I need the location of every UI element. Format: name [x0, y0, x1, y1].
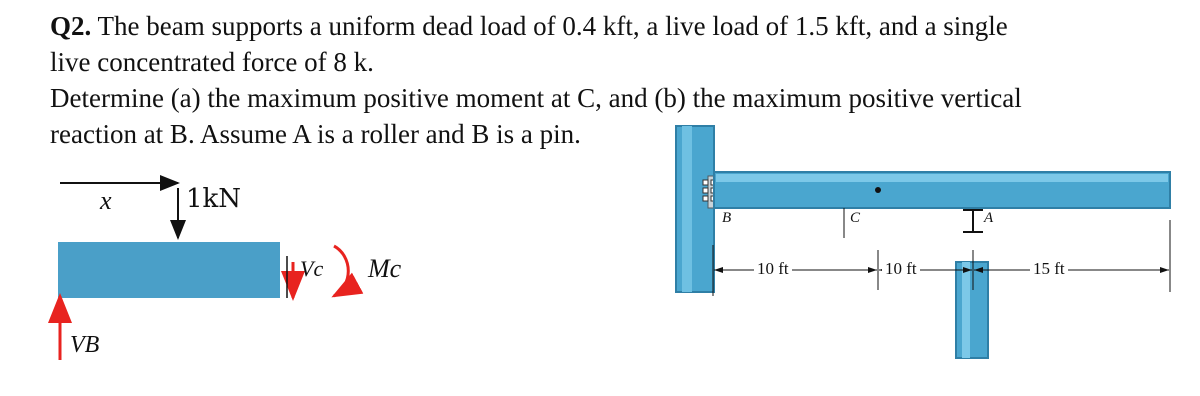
point-b-label: B	[722, 210, 732, 226]
fbd-beam-segment	[58, 242, 280, 298]
question-line-1: The beam supports a uniform dead load of 0.4 kft, a live load of 1.5 kft, and a single	[97, 11, 1008, 41]
question-line-2: live concentrated force of 8 k.	[50, 47, 374, 77]
point-a-label: A	[984, 210, 994, 226]
point-c-label: C	[850, 210, 861, 226]
moment-arc	[334, 246, 348, 296]
point-c-marker	[875, 187, 881, 193]
x-label: x	[100, 186, 112, 215]
question-number: Q2.	[50, 11, 92, 41]
beam-figure	[676, 126, 1170, 358]
support-a-bracket	[963, 210, 983, 232]
question-line-4: reaction at B. Assume A is a roller and B is a pin.	[50, 119, 581, 149]
column	[676, 126, 714, 292]
moment-label: Mc	[368, 254, 402, 283]
dimension-ca: 10 ft	[882, 259, 920, 279]
lower-column	[956, 262, 988, 358]
question-line-3: Determine (a) the maximum positive moment at C, and (b) the maximum positive vertical	[50, 83, 1022, 113]
load-label: 1kN	[186, 184, 242, 214]
reaction-label: VB	[70, 332, 100, 358]
dimension-bc: 10 ft	[754, 259, 792, 279]
dimension-a-end: 15 ft	[1030, 259, 1068, 279]
shear-label: Vc	[300, 256, 324, 281]
